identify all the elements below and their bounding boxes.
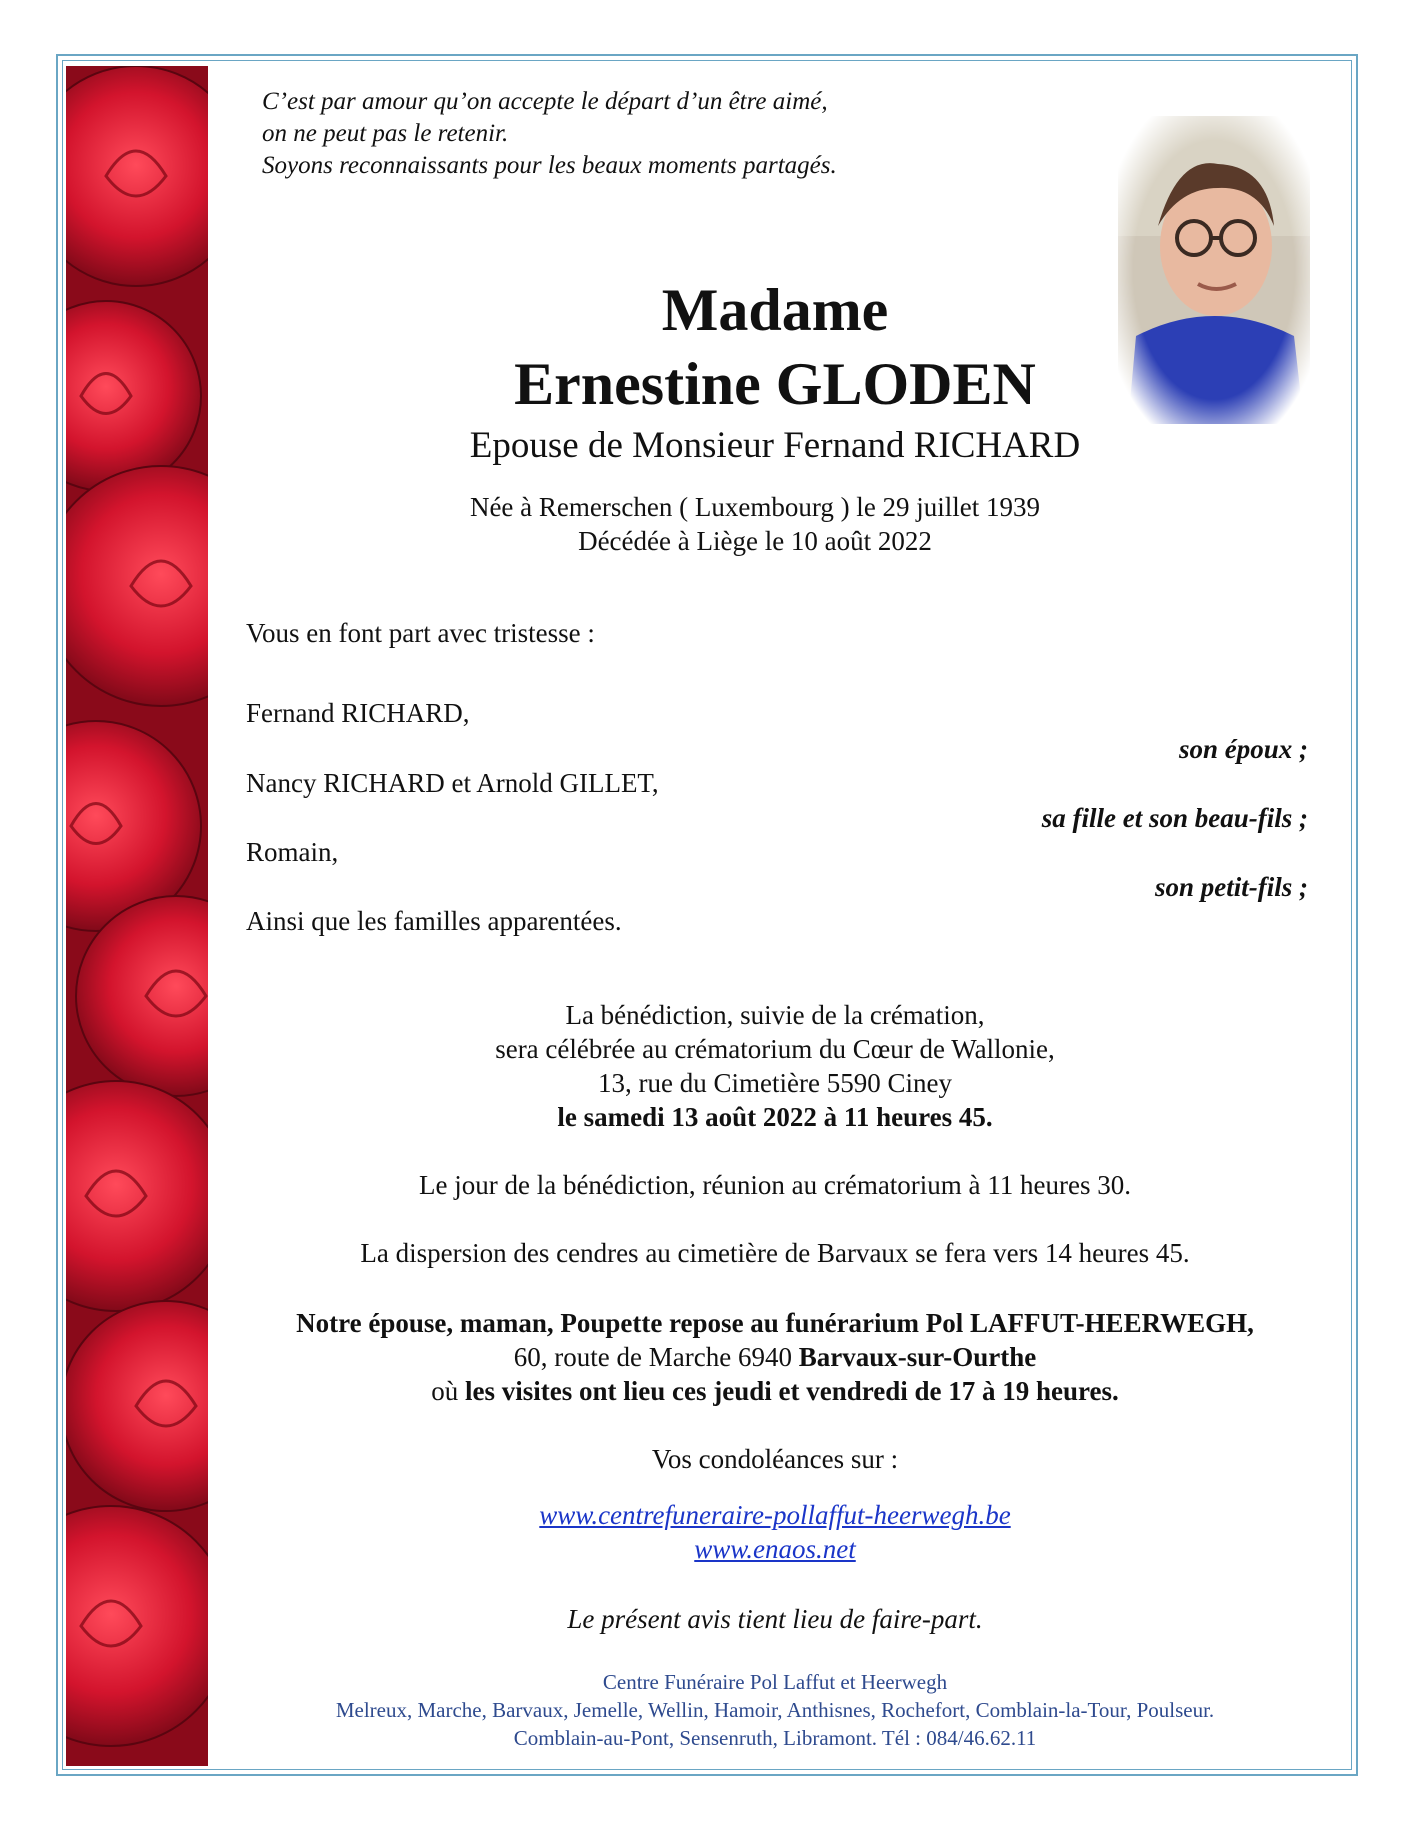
birth-line: Née à Remerschen ( Luxembourg ) le 29 juillet 1939 xyxy=(469,492,1041,522)
spouse-line: Epouse de Monsieur Fernand RICHARD xyxy=(469,425,1081,466)
family-relation-2: sa fille et son beau-fils ; xyxy=(1041,803,1308,833)
link-row-1 xyxy=(240,1500,1310,1531)
rest-visits-prefix: où xyxy=(431,1376,465,1406)
poem-line-2: on ne peut pas le retenir. xyxy=(262,120,509,147)
rest-visits: les visites ont lieu ces jeudi et vendredi de 17 à 19 heures. xyxy=(465,1376,1119,1406)
link-row-2 xyxy=(240,1534,1310,1565)
deceased-title: Madame xyxy=(661,277,889,343)
footer-line-2: Melreux, Marche, Barvaux, Jemelle, Wellin, Hamoir, Anthisnes, Rochefort, Comblain-la-Tour, Poulseur. xyxy=(335,1698,1215,1722)
family-extra: Ainsi que les familles apparentées. xyxy=(246,906,622,936)
poem-line-3: Soyons reconnaissants pour les beaux moments partagés. xyxy=(262,152,837,179)
family-relation-3: son petit-fils ; xyxy=(1155,872,1308,902)
rest-town: Barvaux-sur-Ourthe xyxy=(798,1342,1037,1372)
funeral-center-link[interactable]: www.centrefuneraire-pollaffut-heerwegh.be xyxy=(539,1500,1011,1530)
family-relation-1: son époux ; xyxy=(1178,734,1308,764)
meeting-line: Le jour de la bénédiction, réunion au crématorium à 11 heures 30. xyxy=(419,1170,1131,1200)
ceremony-date: le samedi 13 août 2022 à 11 heures 45. xyxy=(557,1102,993,1132)
family-name-2: Nancy RICHARD et Arnold GILLET, xyxy=(246,768,659,798)
announcement-intro: Vous en font part avec tristesse : xyxy=(246,618,595,648)
death-line: Décédée à Liège le 10 août 2022 xyxy=(578,526,932,556)
rest-address: 60, route de Marche 6940 xyxy=(513,1342,799,1372)
ceremony-line-2: sera célébrée au crématorium du Cœur de Wallonie, xyxy=(495,1034,1055,1064)
family-name-1: Fernand RICHARD, xyxy=(246,698,470,728)
rest-line-2 xyxy=(240,1340,1310,1374)
ceremony-line-3: 13, rue du Cimetière 5590 Ciney xyxy=(598,1068,952,1098)
notice-line: Le présent avis tient lieu de faire-part. xyxy=(567,1604,983,1634)
footer-line-3: Comblain-au-Pont, Sensenruth, Libramont. Tél : 084/46.62.11 xyxy=(513,1726,1037,1750)
roses-image xyxy=(66,66,208,1766)
condolences-label: Vos condoléances sur : xyxy=(651,1444,899,1474)
poem-line-1: C’est par amour qu’on accepte le départ d’un être aimé, xyxy=(262,88,828,115)
deceased-name: Ernestine GLODEN xyxy=(514,351,1036,417)
rest-line-3 xyxy=(240,1374,1310,1408)
family-name-3: Romain, xyxy=(246,837,339,867)
enaos-link[interactable]: www.enaos.net xyxy=(694,1534,856,1564)
rest-line-1: Notre épouse, maman, Poupette repose au funérarium Pol LAFFUT-HEERWEGH, xyxy=(296,1308,1254,1338)
footer-line-1: Centre Funéraire Pol Laffut et Heerwegh xyxy=(602,1670,948,1694)
dispersion-line: La dispersion des cendres au cimetière de Barvaux se fera vers 14 heures 45. xyxy=(360,1238,1190,1268)
ceremony-line-1: La bénédiction, suivie de la crémation, xyxy=(565,1000,985,1030)
